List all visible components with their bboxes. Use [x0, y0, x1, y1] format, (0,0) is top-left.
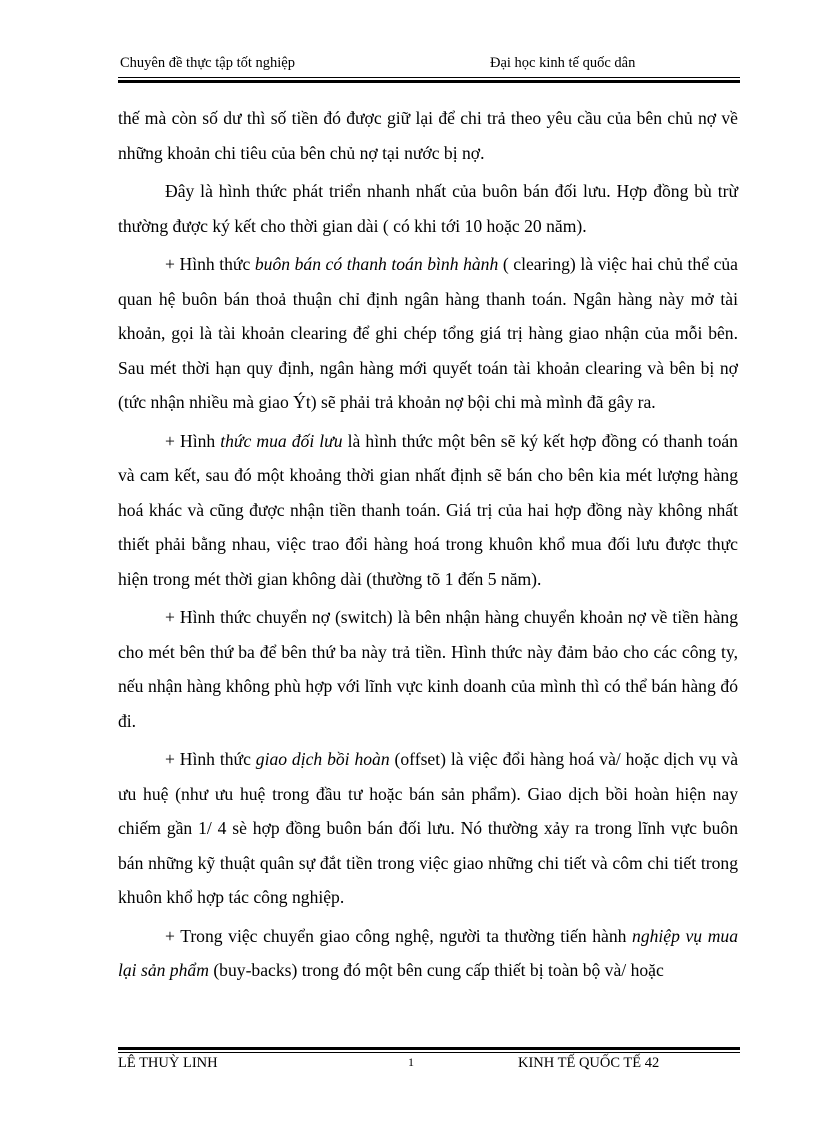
paragraph [118, 424, 738, 597]
paragraph [118, 101, 738, 170]
paragraph [118, 742, 738, 915]
text-segment: là hình thức một bên sẽ ký kết hợp đồng có thanh toán và cam kết, sau đó một khoảng thời gian nhất định sẽ bán cho bên kia mét lượng hàng hoá khác và cũng được nhận tiền thanh toán. Giá trị của hai hợp đồng này không nhất thiết phải bằng nhau, việc trao đổi hàng hoá trong khuôn khổ mua đối lưu được thực hiện trong mét thời gian không dài (thường tõ 1 đến 5 năm). [118, 430, 738, 589]
text-segment: (buy-backs) trong đó một bên cung cấp thiết bị toàn bộ và/ hoặc [208, 960, 664, 980]
paragraph [118, 600, 738, 738]
header-university: Đại học kinh tế quốc dân [490, 55, 636, 71]
text-segment: + Hình [165, 430, 221, 451]
text-segment: thế mà còn số dư thì số tiền đó được giữ lại để chi trả theo yêu cầu của bên chủ nợ về những khoản chi tiêu của bên chủ nợ tại nước bị nợ. [118, 108, 738, 163]
header-rule-thick [118, 80, 740, 83]
italic-term: buôn bán có thanh toán bình hành [254, 254, 499, 274]
text-segment: ( clearing) là việc hai chủ thể của quan hệ buôn bán thoả thuận chỉ định ngân hàng thanh toán. Ngân hàng này mở tài khoản, gọi là tài khoản clearing để ghi chép tổng giá trị hàng giao nhận của mỗi bên. Sau mét thời hạn quy định, ngân hàng mới quyết toán tài khoản clearing và bên bị nợ (tức nhận nhiều mà giao Ýt) sẽ phải trả khoản nợ bội chi mà mình đã gây ra. [118, 254, 738, 412]
text-segment: + Trong việc chuyển giao công nghệ, người ta thường tiến hành [165, 925, 633, 946]
footer-author: LÊ THUỲ LINH [118, 1055, 218, 1071]
footer-rule-thin [118, 1052, 740, 1053]
page-header [118, 55, 740, 75]
paragraph [118, 247, 738, 420]
text-segment: Đây là hình thức phát triển nhanh nhất của buôn bán đối lưu. Hợp đồng bù trừ thường được ký kết cho thời gian dài ( có khi tới 10 hoặc 20 năm). [118, 181, 738, 236]
text-segment: + Hình thức [165, 254, 255, 274]
page-number: 1 [408, 1055, 414, 1069]
body-text [118, 101, 738, 992]
footer-class: KINH TẾ QUỐC TẾ 42 [518, 1055, 660, 1071]
page-footer [118, 1055, 740, 1075]
text-segment: (offset) là việc đổi hàng hoá và/ hoặc dịch vụ và ưu huệ (như ưu huệ trong đầu tư hoặc bán sản phẩm). Giao dịch bồi hoàn hiện nay chiếm gần 1/ 4 sè hợp đồng buôn bán đối lưu. Nó thường xảy ra trong lĩnh vực buôn bán những kỹ thuật quân sự đắt tiền trong việc giao những chi tiết và côm chi tiết trong khuôn khổ hợp tác công nghiệp. [118, 749, 738, 907]
text-segment: + Hình thức [165, 749, 256, 769]
text-segment: + Hình thức chuyển nợ (switch) là bên nhận hàng chuyển khoản nợ về tiền hàng cho mét bên thứ ba để bên thứ ba này trả tiền. Hình thức này đảm bảo cho các công ty, nếu nhận hàng không phù hợp với lĩnh vực kinh doanh của mình thì có thể bán hàng đó đi. [118, 607, 738, 731]
italic-term: nghiệp vụ mua lại sản phẩm [118, 925, 738, 980]
footer-rule-thick [118, 1047, 740, 1050]
italic-term: thức mua đối lưu [220, 430, 343, 451]
italic-term: giao dịch bồi hoàn [255, 749, 390, 769]
header-document-title: Chuyên đề thực tập tốt nghiệp [120, 55, 295, 71]
paragraph [118, 919, 738, 988]
header-rule-thin [118, 77, 740, 78]
paragraph [118, 174, 738, 243]
